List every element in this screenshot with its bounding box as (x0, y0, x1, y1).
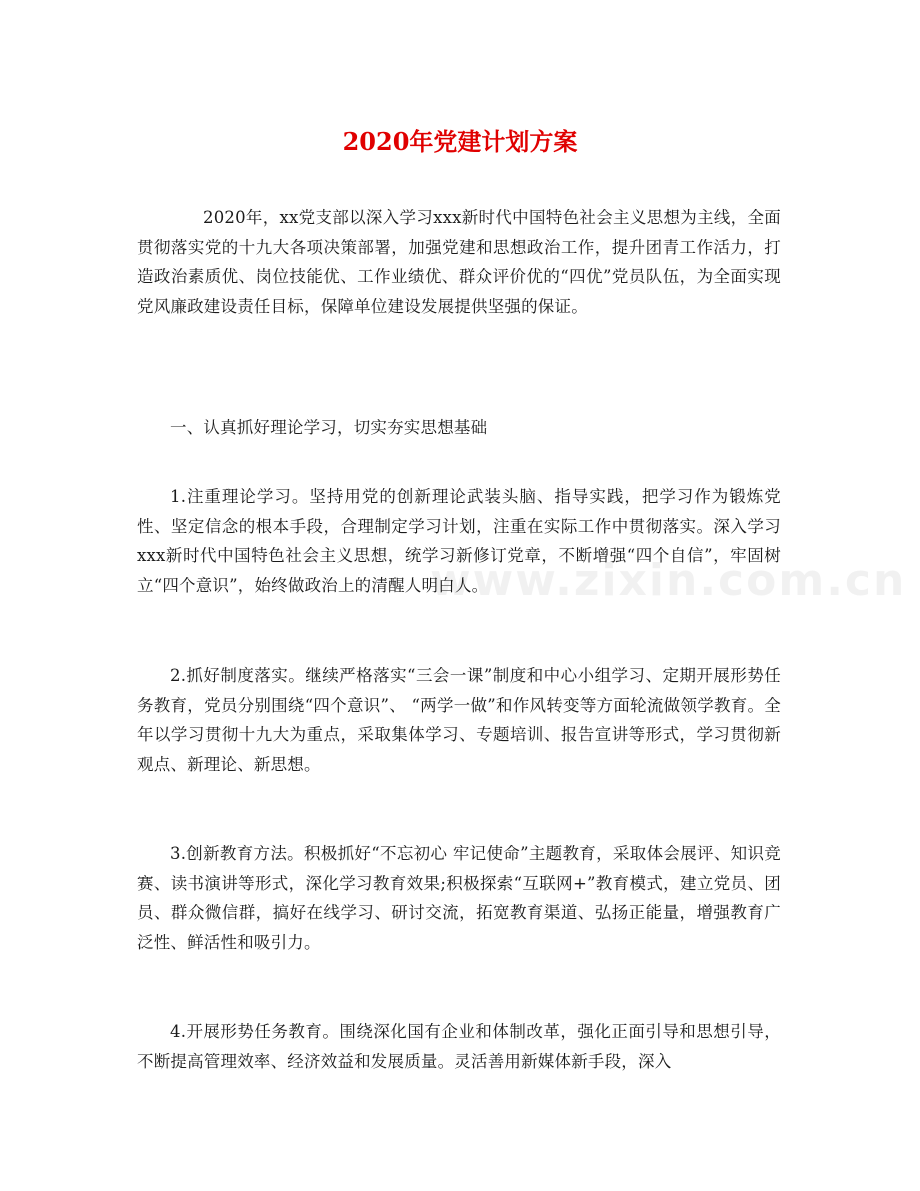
intro-paragraph: 2020年，xx党支部以深入学习xxx新时代中国特色社会主义思想为主线，全面贯彻落实党的十九大各项决策部署，加强党建和思想政治工作，提升团青工作活力，打造政治素质优、岗位技能优、工作业绩优、群众评价优的“四优”党员队伍，为全面实现党风廉政建设责任目标，保障单位建设发展提供坚强的保证。 (137, 208, 781, 316)
site-watermark: www.zixin.com.cn (430, 555, 907, 606)
item-paragraph-2: 2.抓好制度落实。继续严格落实“三会一课”制度和中心小组学习、定期开展形势任务教育，党员分别围绕“四个意识”、 “两学一做”和作风转变等方面轮流做领学教育。全年以学习贯彻十九大为重点，采取集体学习、专题培训、报告宣讲等形式，学习贯彻新观点、新理论、新思想。 (137, 666, 781, 774)
item-paragraph-1: 1.注重理论学习。坚持用党的创新理论武装头脑、指导实践，把学习作为锻炼党性、坚定信念的根本手段，合理制定学习计划，注重在实际工作中贯彻落实。深入学习xxx新时代中国特色社会主义思想，统学习新修订党章，不断增强“四个自信”，牢固树立“四个意识”，始终做政治上的清醒人明白人。 (137, 487, 781, 595)
document-title: 2020年党建计划方案 (342, 127, 578, 156)
item-paragraph-4: 4.开展形势任务教育。围绕深化国有企业和体制改革，强化正面引导和思想引导，不断提高管理效率、经济效益和发展质量。灵活善用新媒体新手段，深入 (137, 1022, 781, 1071)
section-heading-1: 一、认真抓好理论学习，切实夯实思想基础 (170, 418, 488, 437)
item-paragraph-3: 3.创新教育方法。积极抓好“不忘初心 牢记使命”主题教育，采取体会展评、知识竞赛、读书演讲等形式，深化学习教育效果;积极探索“互联网+”教育模式，建立党员、团员、群众微信群，搞好在线学习、研讨交流，拓宽教育渠道、弘扬正能量，增强教育广泛性、鲜活性和吸引力。 (137, 844, 781, 952)
